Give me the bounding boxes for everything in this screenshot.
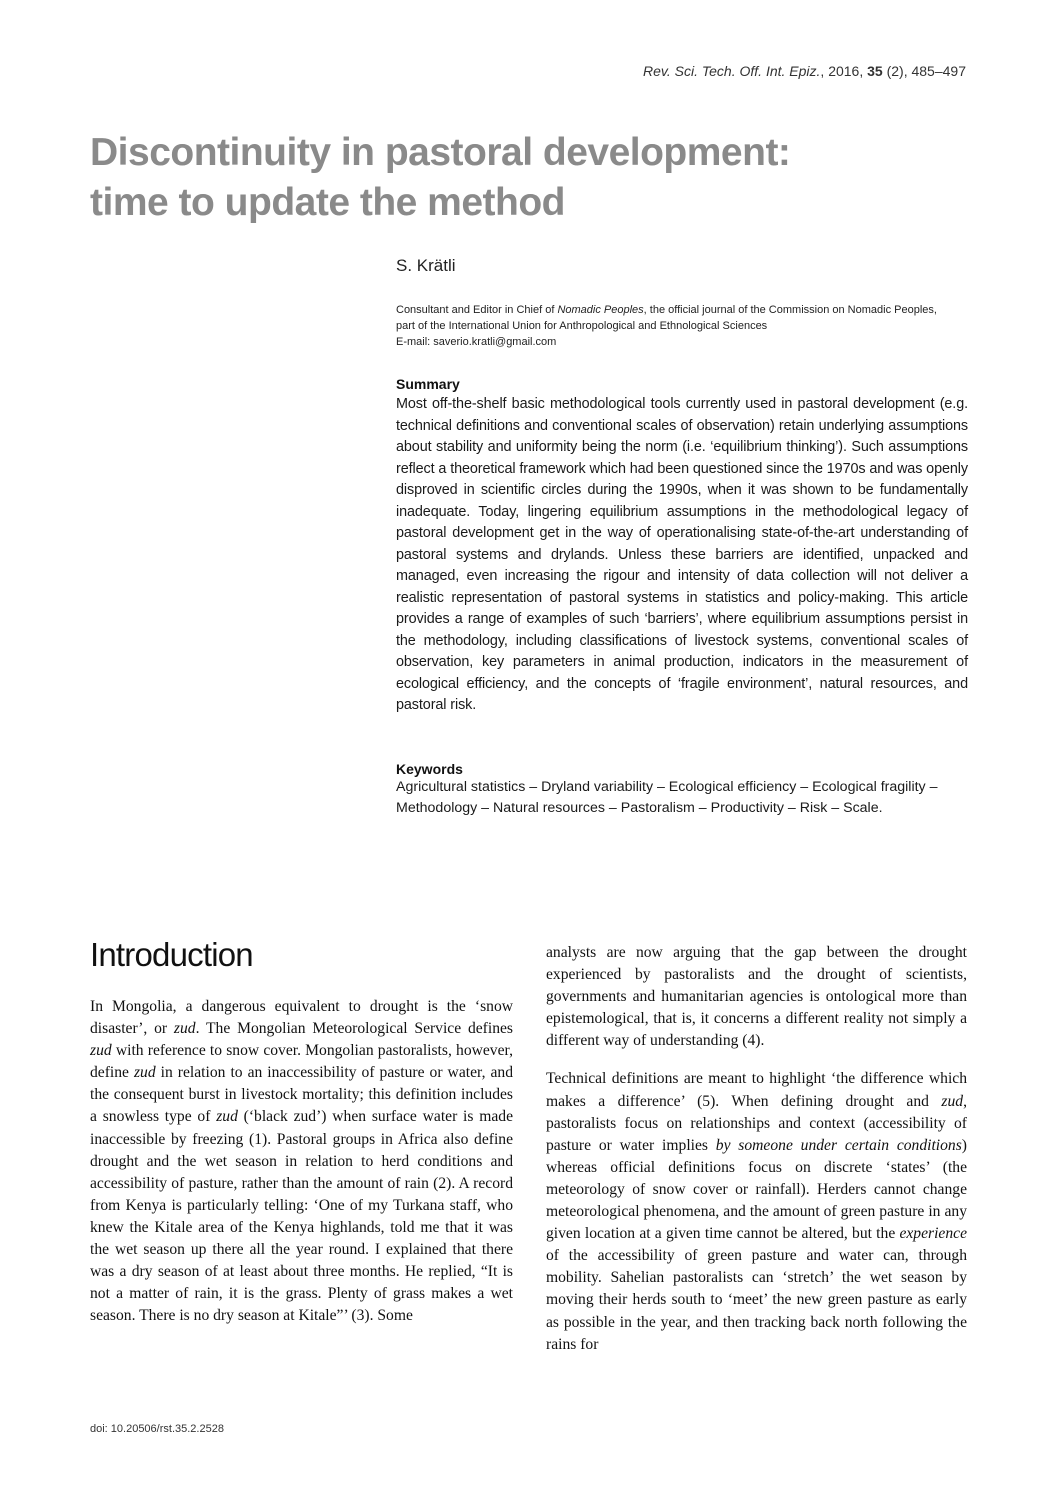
intro-paragraph-2 bbox=[546, 1068, 967, 1355]
introduction-heading: Introduction bbox=[90, 936, 253, 973]
text-run: in relation to an inaccessibility of pasture or water, and the consequent burst in livestock mortality; this definition includes a snowless type of bbox=[90, 1064, 513, 1126]
body-column-left bbox=[90, 996, 513, 1327]
intro-paragraph-continued: analysts are now arguing that the gap between the drought experienced by pastoralists and the drought of scientists, governments and humanitarian agencies is ontological more than epistemological, that is, it concerns a different reality not simply a different way of understanding (4). bbox=[546, 944, 967, 1050]
italic-phrase: by someone under certain conditions bbox=[715, 1136, 962, 1154]
journal-reference bbox=[643, 63, 966, 79]
italic-term: zud bbox=[173, 1020, 196, 1038]
affiliation-text-end: , the official journal of the Commission on Nomadic Peoples, bbox=[643, 304, 937, 316]
italic-term: zud bbox=[216, 1108, 238, 1126]
italic-term: zud bbox=[90, 1042, 112, 1060]
affiliation-line-1 bbox=[396, 302, 976, 318]
journal-issue-pages: (2), 485–497 bbox=[882, 63, 966, 79]
affiliation-text: Consultant and Editor in Chief of bbox=[396, 304, 558, 316]
journal-volume: 35 bbox=[867, 63, 883, 79]
author-email: E-mail: saverio.kratli@gmail.com bbox=[396, 336, 557, 348]
body-column-right bbox=[546, 942, 967, 1356]
affiliation-line-2: part of the International Union for Anthropological and Ethnological Sciences bbox=[396, 320, 768, 332]
summary-section bbox=[396, 376, 968, 717]
journal-name: Rev. Sci. Tech. Off. Int. Epiz. bbox=[643, 63, 821, 79]
article-title-line-2: time to update the method bbox=[90, 181, 565, 224]
affiliation-journal: Nomadic Peoples bbox=[557, 304, 644, 316]
journal-year: , 2016, bbox=[820, 63, 868, 79]
text-run: . The Mongolian Meteorological Service defines bbox=[195, 1020, 513, 1038]
article-title bbox=[90, 128, 990, 228]
keywords-heading: Keywords bbox=[396, 761, 463, 777]
author-name: S. Krätli bbox=[396, 256, 456, 275]
summary-text: Most off-the-shelf basic methodological tools currently used in pastoral development (e.g. technical definitions and conventional scales of observation) retain underlying assumptions about stability and uniformity being the norm (i.e. ‘equilibrium thinking’). Such assumptions reflect a theoretical framework which had been questioned since the 1970s and was openly disproved in scientific circles during the 1990s, when it was shown to be fundamentally inadequate. Today, lingering equilibrium assumptions in the methodological legacy of pastoral development get in the way of operationalising state-of-the-art understanding of pastoral systems and drylands. Unless these barriers are identified, unpacked and managed, even increasing the rigour and intensity of data collection will not deliver a realistic representation of pastoral systems in statistics and policy-making. This article provides a range of examples of such ‘barriers’, where equilibrium assumptions persist in the methodology, including classifications of livestock systems, conventional scales of observation, key parameters in animal production, indicators in the measurement of ecological efficiency, and the concepts of ‘fragile environment’, natural resources, and pastoral risk. bbox=[396, 396, 968, 713]
text-run: ) whereas official definitions focus on discrete ‘states’ (the meteorology of snow cover or rainfall). Herders cannot change meteorological phenomena, and the amount of green pasture in any given location at a given time cannot be altered, but the bbox=[546, 1136, 967, 1243]
text-run: with reference to snow cover. Mongolian pastoralists, however, define bbox=[90, 1042, 513, 1082]
keywords-section bbox=[396, 761, 976, 819]
text-run: , pastoralists focus on relationships and context (accessibility of pasture or water implies bbox=[546, 1092, 967, 1154]
keywords-line-2: Methodology – Natural resources – Pastoralism – Productivity – Risk – Scale. bbox=[396, 800, 883, 816]
keywords-line-1: Agricultural statistics – Dryland variability – Ecological efficiency – Ecological fragility – bbox=[396, 779, 938, 795]
text-run: Technical definitions are meant to highlight ‘the difference which makes a difference’ (5). When defining drought and bbox=[546, 1070, 967, 1110]
italic-term: experience bbox=[899, 1225, 967, 1243]
author-affiliation bbox=[396, 302, 976, 350]
article-title-line-1: Discontinuity in pastoral development: bbox=[90, 131, 791, 174]
text-run: (‘black zud’) when surface water is made inaccessible by freezing (1). Pastoral groups in Africa also define drought and the wet season in relation to herd conditions and accessibility of pasture, rather than the amount of rain (2). A record from Kenya is particularly telling: ‘One of my Turkana staff, who knew the Kitale area of the Kenya highlands, told me that it was the wet season up there all the year round. I explained that there was a dry season of at least about three months. He replied, “It is not a matter of rain, it is the grass. Plenty of grass makes a wet season. There is no dry season at Kitale”’ (3). Some bbox=[90, 1108, 513, 1325]
italic-term: zud bbox=[133, 1064, 156, 1082]
doi: doi: 10.20506/rst.35.2.2528 bbox=[90, 1423, 224, 1435]
text-run: of the accessibility of green pasture and water can, through mobility. Sahelian pastoralists can ‘stretch’ the wet season by moving their herds south to ‘meet’ the new green pasture as early as possible in the year, and then tracking back north following the rains for bbox=[546, 1247, 967, 1353]
summary-heading: Summary bbox=[396, 376, 460, 392]
text-run: In Mongolia, a dangerous equivalent to drought is the ‘snow disaster’, or bbox=[90, 998, 513, 1038]
italic-term: zud bbox=[941, 1092, 964, 1110]
intro-paragraph-1 bbox=[90, 996, 513, 1327]
